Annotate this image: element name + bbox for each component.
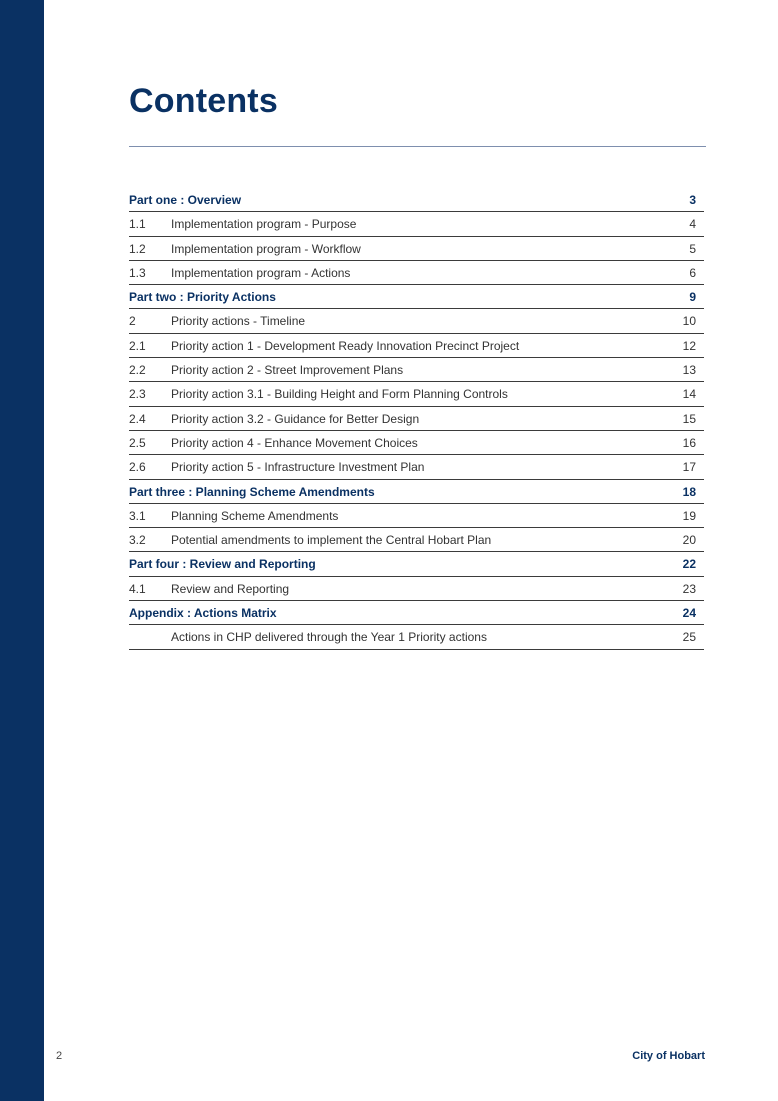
toc-item-row[interactable] bbox=[129, 625, 704, 649]
toc-item-row[interactable] bbox=[129, 309, 704, 333]
toc-item-label: Implementation program - Actions bbox=[171, 265, 351, 280]
toc-item-row[interactable] bbox=[129, 212, 704, 236]
toc-item-label: Priority action 3.1 - Building Height and Form Planning Controls bbox=[171, 387, 508, 402]
toc-item-row[interactable] bbox=[129, 431, 704, 455]
toc-part-label: Part three : Planning Scheme Amendments bbox=[129, 484, 375, 499]
toc-part-row[interactable] bbox=[129, 285, 704, 309]
toc-page-number: 19 bbox=[682, 508, 696, 523]
toc-item-number: 2 bbox=[129, 314, 136, 329]
toc-page-number: 25 bbox=[682, 630, 696, 645]
toc-page-number: 14 bbox=[682, 387, 696, 402]
toc-item-number: 2.6 bbox=[129, 460, 146, 475]
toc-page-number: 24 bbox=[682, 606, 696, 621]
toc-item-row[interactable] bbox=[129, 455, 704, 479]
toc-item-label: Implementation program - Purpose bbox=[171, 217, 357, 232]
toc-item-row[interactable] bbox=[129, 261, 704, 285]
toc-item-row[interactable] bbox=[129, 334, 704, 358]
toc-item-number: 4.1 bbox=[129, 581, 146, 596]
toc-item-label: Priority action 2 - Street Improvement Plans bbox=[171, 363, 404, 378]
toc-item-label: Potential amendments to implement the Central Hobart Plan bbox=[171, 533, 492, 548]
toc-item-label: Priority action 3.2 - Guidance for Better Design bbox=[171, 411, 420, 426]
toc-item-label: Priority action 1 - Development Ready Innovation Precinct Project bbox=[171, 338, 520, 353]
toc-item-row[interactable] bbox=[129, 504, 704, 528]
toc-item-label: Priority action 4 - Enhance Movement Choices bbox=[171, 435, 418, 450]
toc-part-row[interactable] bbox=[129, 188, 704, 212]
toc-page-number: 6 bbox=[689, 265, 696, 280]
toc-page-number: 15 bbox=[682, 411, 696, 426]
title-divider bbox=[129, 146, 706, 147]
toc-item-number: 1.3 bbox=[129, 265, 146, 280]
toc-item-row[interactable] bbox=[129, 407, 704, 431]
toc-page-number: 20 bbox=[682, 533, 696, 548]
page-title: Contents bbox=[129, 82, 278, 120]
toc-part-row[interactable] bbox=[129, 601, 704, 625]
toc-item-label: Actions in CHP delivered through the Year 1 Priority actions bbox=[171, 630, 487, 645]
toc-page-number: 5 bbox=[689, 241, 696, 256]
toc-item-row[interactable] bbox=[129, 528, 704, 552]
sidebar-band bbox=[0, 0, 44, 1101]
toc-part-label: Appendix : Actions Matrix bbox=[129, 606, 277, 621]
toc-part-row[interactable] bbox=[129, 480, 704, 504]
toc-page-number: 12 bbox=[682, 338, 696, 353]
toc-item-label: Priority action 5 - Infrastructure Investment Plan bbox=[171, 460, 425, 475]
toc-item-number: 1.1 bbox=[129, 217, 146, 232]
toc-part-label: Part four : Review and Reporting bbox=[129, 557, 316, 572]
toc-part-label: Part two : Priority Actions bbox=[129, 290, 276, 305]
toc-item-number: 3.1 bbox=[129, 508, 146, 523]
toc-page-number: 22 bbox=[682, 557, 696, 572]
toc-part-label: Part one : Overview bbox=[129, 193, 242, 207]
footer-brand: City of Hobart bbox=[632, 1050, 705, 1062]
toc-item-row[interactable] bbox=[129, 237, 704, 261]
toc-item-number: 3.2 bbox=[129, 533, 146, 548]
toc-item-number: 2.1 bbox=[129, 338, 146, 353]
toc-page-number: 10 bbox=[682, 314, 696, 329]
toc-page-number: 3 bbox=[689, 193, 696, 207]
toc-item-number: 2.5 bbox=[129, 435, 146, 450]
toc-page-number: 16 bbox=[682, 435, 696, 450]
toc-item-label: Planning Scheme Amendments bbox=[171, 508, 339, 523]
toc-page-number: 9 bbox=[689, 290, 696, 305]
toc-item-label: Priority actions - Timeline bbox=[171, 314, 306, 329]
toc-item-number: 2.2 bbox=[129, 363, 146, 378]
toc-page-number: 4 bbox=[689, 217, 696, 232]
toc-item-number: 2.4 bbox=[129, 411, 146, 426]
toc-item-row[interactable] bbox=[129, 577, 704, 601]
toc-page-number: 18 bbox=[682, 484, 696, 499]
toc-page-number: 23 bbox=[682, 581, 696, 596]
toc-page-number: 13 bbox=[682, 363, 696, 378]
toc-part-row[interactable] bbox=[129, 552, 704, 576]
toc-item-row[interactable] bbox=[129, 358, 704, 382]
table-of-contents bbox=[129, 188, 704, 650]
toc-item-number: 2.3 bbox=[129, 387, 146, 402]
toc-item-number: 1.2 bbox=[129, 241, 146, 256]
toc-page-number: 17 bbox=[682, 460, 696, 475]
toc-item-label: Implementation program - Workflow bbox=[171, 241, 361, 256]
toc-item-row[interactable] bbox=[129, 382, 704, 406]
footer-page-number: 2 bbox=[56, 1050, 63, 1062]
toc-item-label: Review and Reporting bbox=[171, 581, 290, 596]
